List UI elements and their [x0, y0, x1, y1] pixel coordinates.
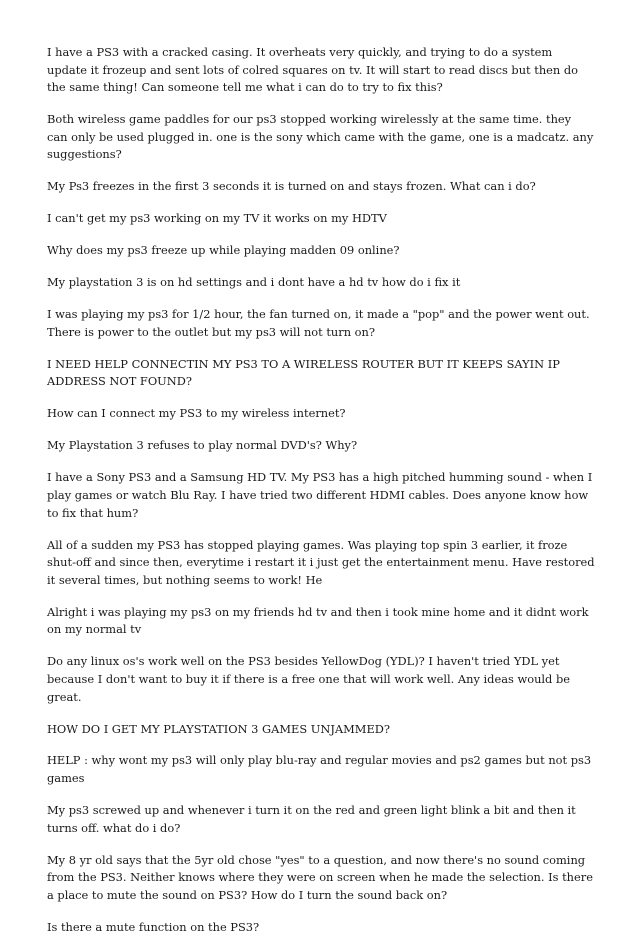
paragraph-2: Both wireless game paddles for our ps3 stopped working wirelessly at the same time. they can only be used plugged in. one is the sony which came with the game, one is a madcatz. any suggestions?	[47, 112, 594, 162]
paragraph-10: My Playstation 3 refuses to play normal DVD's? Why?	[47, 438, 358, 453]
paragraph-11: I have a Sony PS3 and a Samsung HD TV. My PS3 has a high pitched humming sound - when I play games or watch Blu Ray. I have tried two different HDMI cables. Does anyone know how to fix that hum?	[47, 470, 593, 520]
paragraph-19: Is there a mute function on the PS3?	[47, 919, 260, 934]
paragraph-6: My playstation 3 is on hd settings and i dont have a hd tv how do i fix it	[47, 275, 461, 290]
paragraph-16: HELP : why wont my ps3 will only play blu-ray and regular movies and ps2 games but not ps3 games	[47, 753, 592, 786]
paragraph-15: HOW DO I GET MY PLAYSTATION 3 GAMES UNJAMMED?	[47, 721, 390, 736]
document-page	[47, 44, 595, 951]
paragraph-17: My ps3 screwed up and whenever i turn it on the red and green light blink a bit and then it turns off. what do i do?	[47, 803, 576, 835]
paragraph-1: I have a PS3 with a cracked casing. It overheats very quickly, and trying to do a system update it frozeup and sent lots of colred squares on tv. It will start to read discs but then do the same thing! Can someone tell me what i can do to try to fix this?	[47, 45, 579, 95]
paragraph-3: My Ps3 freezes in the first 3 seconds it is turned on and stays frozen. What can i do?	[47, 179, 536, 194]
paragraph-8: I NEED HELP CONNECTIN MY PS3 TO A WIRELESS ROUTER BUT IT KEEPS SAYIN IP ADDRESS NOT FOUND?	[47, 356, 560, 389]
paragraph-9: How can I connect my PS3 to my wireless internet?	[47, 406, 346, 421]
paragraph-14: Do any linux os's work well on the PS3 besides YellowDog (YDL)? I haven't tried YDL yet because I don't want to buy it if there is a free one that will work well. Any ideas would be great.	[47, 654, 570, 704]
paragraph-7: I was playing my ps3 for 1/2 hour, the fan turned on, it made a "pop" and the power went out. There is power to the outlet but my ps3 will not turn on?	[47, 307, 590, 339]
paragraph-4: I can't get my ps3 working on my TV it works on my HDTV	[47, 211, 387, 226]
paragraph-13: Alright i was playing my ps3 on my friends hd tv and then i took mine home and it didnt work on my normal tv	[47, 604, 589, 637]
paragraph-12: All of a sudden my PS3 has stopped playing games. Was playing top spin 3 earlier, it froze shut-off and since then, everytime i restart it i just get the entertainment menu. Have restored it several times, but nothing seems to work! He	[47, 537, 595, 587]
paragraph-5: Why does my ps3 freeze up while playing madden 09 online?	[47, 243, 400, 258]
paragraph-18: My 8 yr old says that the 5yr old chose "yes" to a question, and now there's no sound coming from the PS3. Neither knows where they were on screen when he made the selection. Is there a place to mute the sound on PS3? How do I turn the sound back on?	[47, 852, 593, 902]
